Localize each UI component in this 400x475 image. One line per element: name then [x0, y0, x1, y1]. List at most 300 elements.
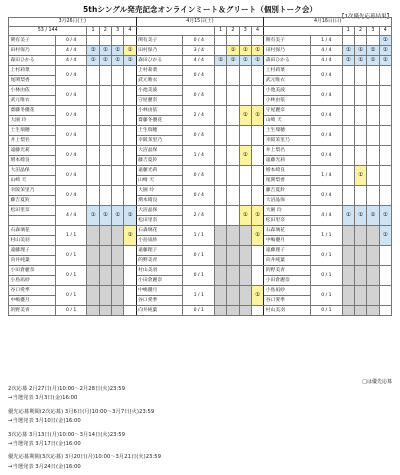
member-name: 大沼晶保 — [9, 166, 56, 176]
member-name: 中嶋優月 — [9, 296, 56, 306]
part-cell: ① — [379, 46, 392, 56]
part-cell — [111, 306, 123, 316]
part-cell: ① — [87, 206, 99, 226]
part-cell — [251, 86, 263, 106]
part-cell — [367, 266, 379, 286]
part-cell — [87, 266, 99, 286]
part-cell — [215, 86, 227, 106]
member-name: 齋藤冬優花 — [9, 106, 56, 116]
part-cell — [87, 86, 99, 106]
part-cell — [111, 186, 123, 206]
part-cell — [251, 246, 263, 266]
member-name: 守屋麗奈 — [136, 96, 183, 106]
slot-count: 0 / 4 — [183, 86, 215, 106]
part-cell — [215, 266, 227, 286]
part-cell — [379, 186, 392, 206]
part-cell: ① — [124, 46, 136, 56]
slot-count: 1 / 1 — [311, 226, 343, 246]
member-name: 土生瑞穂 — [264, 126, 311, 136]
member-row — [9, 46, 392, 56]
slot-count: 3 / 4 — [183, 46, 215, 56]
part-cell — [239, 306, 251, 316]
part-cell — [111, 246, 123, 266]
member-name: 小田倉麗奈 — [136, 276, 183, 286]
member-name: 小林由依 — [9, 86, 56, 96]
slot-count: 0 / 1 — [55, 306, 87, 316]
part-cell: ① — [239, 106, 251, 126]
part-cell — [239, 266, 251, 286]
slot-count: 0 / 1 — [55, 246, 87, 266]
part-cell — [354, 286, 366, 306]
slot-count: 0 / 4 — [55, 186, 87, 206]
part-cell — [111, 166, 123, 186]
part-cell — [367, 246, 379, 266]
part-cell — [215, 106, 227, 126]
part-header: 4 — [251, 27, 263, 36]
member-name: 村山美羽 — [136, 266, 183, 276]
part-cell — [99, 266, 111, 286]
member-name: 森田ひかる — [136, 56, 183, 66]
part-cell — [111, 266, 123, 286]
part-header: 3 — [111, 27, 123, 36]
slot-count: 0 / 4 — [55, 36, 87, 46]
part-cell — [87, 186, 99, 206]
member-name: 的野美青 — [264, 266, 311, 276]
member-name: 上村莉菜 — [136, 66, 183, 76]
part-header: 1 — [215, 27, 227, 36]
member-name: 幸阪茉里乃 — [264, 136, 311, 146]
slot-count: 1 / 1 — [183, 226, 215, 246]
part-cell — [227, 86, 239, 106]
part-cell — [227, 226, 239, 246]
member-name: 尾関梨香 — [9, 76, 56, 86]
part-cell — [215, 36, 227, 46]
member-name: 小林由依 — [136, 106, 183, 116]
member-name: 中嶋優月 — [264, 236, 311, 246]
member-name: 小島凪紗 — [9, 276, 56, 286]
part-cell: ① — [354, 206, 366, 226]
member-row — [9, 186, 392, 196]
part-cell: ① — [379, 226, 392, 246]
member-name: 武元唯衣 — [264, 76, 311, 86]
part-cell — [215, 146, 227, 166]
note-line: 3次応募 3月13日(月)10:00〜3月14日(火)23:59 — [8, 431, 126, 438]
slot-count: 1 / 4 — [311, 166, 343, 186]
slot-count: 0 / 4 — [311, 186, 343, 206]
part-cell — [251, 66, 263, 86]
member-name: 向井純葉 — [9, 256, 56, 266]
part-cell — [342, 66, 354, 86]
member-name: 小池美波 — [136, 86, 183, 96]
total-count: 53 / 144 — [9, 27, 87, 36]
member-name: 谷口愛季 — [136, 296, 183, 306]
member-row — [9, 226, 392, 236]
part-cell — [251, 306, 263, 316]
part-cell: ① — [99, 56, 111, 66]
part-cell — [239, 186, 251, 206]
member-name: 大園 玲 — [136, 186, 183, 196]
part-cell — [124, 286, 136, 306]
part-cell — [354, 186, 366, 206]
part-cell — [342, 266, 354, 286]
part-cell — [124, 306, 136, 316]
part-cell — [354, 246, 366, 266]
part-cell — [379, 286, 392, 306]
part-cell — [124, 246, 136, 266]
part-cell — [215, 46, 227, 56]
note-line: 2次応募 2月27日(月)10:00〜2月28日(火)23:59 — [8, 386, 126, 392]
member-name: 谷口愛季 — [9, 286, 56, 296]
part-cell: ① — [379, 36, 392, 46]
part-cell: ① — [124, 56, 136, 66]
part-cell — [251, 36, 263, 46]
note-line: →当選発表 3月10日(金)16:00 — [8, 418, 81, 425]
member-name: 大園 玲 — [9, 116, 56, 126]
part-header: 3 — [239, 27, 251, 36]
part-cell — [215, 66, 227, 86]
member-name: 遠藤理子 — [264, 246, 311, 256]
part-cell: ① — [342, 46, 354, 56]
member-name: 小田倉麗奈 — [9, 266, 56, 276]
member-name: 村山美羽 — [264, 306, 311, 316]
part-cell — [227, 146, 239, 166]
part-header: 1 — [87, 27, 99, 36]
member-name: 井上梨名 — [9, 136, 56, 146]
part-cell — [239, 246, 251, 266]
member-name: 田村保乃 — [9, 46, 56, 56]
date-header: 3月26日(土) — [9, 18, 137, 27]
part-cell — [87, 286, 99, 306]
member-name: 田村保乃 — [136, 46, 183, 56]
member-name: 大沼晶保 — [136, 146, 183, 156]
part-cell — [215, 306, 227, 316]
note-line: →当選発表 3月24日(金)16:00 — [8, 463, 81, 470]
part-cell — [111, 146, 123, 166]
part-cell — [124, 86, 136, 106]
slot-count: 0 / 4 — [55, 106, 87, 126]
slot-count: 1 / 4 — [311, 36, 343, 46]
part-cell: ① — [227, 56, 239, 66]
member-name: 土生瑞穂 — [9, 126, 56, 136]
part-cell: ① — [251, 206, 263, 226]
slot-count: 1 / 4 — [183, 146, 215, 166]
part-cell: ① — [251, 286, 263, 306]
member-name: 山崎 天 — [136, 176, 183, 186]
member-name: 松田里奈 — [264, 216, 311, 226]
slot-count: 0 / 1 — [311, 306, 343, 316]
member-name: 山崎 天 — [264, 116, 311, 126]
part-cell — [99, 106, 111, 126]
part-cell — [124, 66, 136, 86]
part-cell — [215, 166, 227, 186]
member-name: 関有美子 — [136, 36, 183, 46]
slot-count: 0 / 1 — [311, 266, 343, 286]
part-cell — [379, 106, 392, 126]
part-cell — [227, 166, 239, 186]
part-cell — [227, 306, 239, 316]
slot-count: 0 / 4 — [311, 106, 343, 126]
part-cell — [251, 166, 263, 186]
slot-count: 0 / 1 — [183, 246, 215, 266]
member-name: 大園 玲 — [264, 206, 311, 216]
slot-count: 0 / 1 — [55, 266, 87, 286]
slot-count: 0 / 1 — [55, 286, 87, 306]
part-header: 2 — [354, 27, 366, 36]
part-cell — [354, 126, 366, 146]
legend-note: □は優先応募 — [362, 379, 392, 385]
member-name: 小林由依 — [264, 96, 311, 106]
slot-count: 0 / 1 — [183, 266, 215, 286]
part-cell — [87, 306, 99, 316]
member-row — [9, 126, 392, 136]
schedule-table — [8, 17, 392, 316]
header-blank — [264, 27, 342, 36]
member-row — [9, 166, 392, 176]
slot-count: 0 / 4 — [311, 146, 343, 166]
member-row — [9, 106, 392, 116]
part-cell — [354, 66, 366, 86]
member-name: 尾関梨香 — [264, 176, 311, 186]
slot-count: 0 / 4 — [311, 126, 343, 146]
member-name: 石森璃花 — [9, 226, 56, 236]
slot-count: 0 / 1 — [183, 306, 215, 316]
member-name: 村山美羽 — [9, 236, 56, 246]
part-cell — [239, 286, 251, 306]
part-cell — [87, 226, 99, 246]
part-cell — [342, 306, 354, 316]
member-row — [9, 56, 392, 66]
member-name: 松田里奈 — [136, 216, 183, 226]
part-cell — [99, 66, 111, 86]
application-notes — [8, 385, 161, 472]
part-cell: ① — [227, 46, 239, 56]
part-cell — [215, 226, 227, 246]
slot-count: 0 / 4 — [183, 126, 215, 146]
slot-count: 1 / 1 — [183, 286, 215, 306]
part-cell — [354, 36, 366, 46]
member-row — [9, 146, 392, 156]
part-cell — [227, 66, 239, 86]
member-name: 田村保乃 — [264, 46, 311, 56]
slot-count: 2 / 4 — [183, 206, 215, 226]
slot-count: 4 / 4 — [183, 56, 215, 66]
part-cell — [87, 246, 99, 266]
part-header: 4 — [379, 27, 392, 36]
part-cell: ① — [367, 46, 379, 56]
part-cell — [215, 126, 227, 146]
part-cell: ① — [379, 56, 392, 66]
part-header: 4 — [124, 27, 136, 36]
part-cell — [215, 206, 227, 226]
part-cell — [354, 306, 366, 316]
member-name: 土生瑞穂 — [136, 126, 183, 136]
part-cell — [227, 106, 239, 126]
part-cell — [124, 126, 136, 146]
part-cell — [354, 146, 366, 166]
part-cell — [251, 186, 263, 206]
part-cell — [239, 166, 251, 186]
slot-count: 4 / 4 — [55, 206, 87, 226]
part-cell — [342, 246, 354, 266]
member-name: 齋藤冬優花 — [136, 116, 183, 126]
part-cell — [111, 126, 123, 146]
member-name: 藤吉夏鈴 — [136, 156, 183, 166]
part-cell: ① — [342, 206, 354, 226]
part-cell — [342, 186, 354, 206]
note-line: 優先応募期間(3次応募) 3月20日(月)10:00〜3月21日(火)23:59 — [8, 454, 161, 461]
part-cell — [379, 126, 392, 146]
part-cell — [379, 146, 392, 166]
member-row — [9, 66, 392, 76]
part-cell — [367, 86, 379, 106]
slot-count: 0 / 4 — [55, 146, 87, 166]
member-name: 中嶋優月 — [136, 286, 183, 296]
slot-count: 0 / 4 — [183, 186, 215, 206]
part-cell — [367, 286, 379, 306]
member-name: 武元唯衣 — [9, 96, 56, 106]
part-cell: ① — [239, 146, 251, 166]
slot-count: 2 / 4 — [183, 106, 215, 126]
part-cell — [99, 126, 111, 146]
slot-count: 4 / 4 — [311, 206, 343, 226]
part-cell — [111, 86, 123, 106]
member-name: 的野美青 — [9, 306, 56, 316]
part-cell — [367, 186, 379, 206]
part-cell: ① — [354, 166, 366, 186]
part-cell: ① — [354, 46, 366, 56]
part-cell — [367, 106, 379, 126]
part-cell: ① — [111, 46, 123, 56]
member-name: 幸阪茉里乃 — [136, 136, 183, 146]
slot-count: 1 / 1 — [55, 226, 87, 246]
slot-count: 0 / 4 — [183, 166, 215, 186]
part-cell — [87, 66, 99, 86]
part-cell: ① — [251, 46, 263, 56]
part-cell — [367, 36, 379, 46]
part-cell — [227, 126, 239, 146]
slot-count: 0 / 4 — [55, 126, 87, 146]
note-line: →当選発表 3月3日(金)16:00 — [8, 395, 78, 402]
part-cell — [215, 286, 227, 306]
member-row — [9, 246, 392, 256]
member-name: 増本綺良 — [264, 166, 311, 176]
part-cell — [342, 36, 354, 46]
part-cell — [124, 36, 136, 46]
part-cell — [354, 226, 366, 246]
part-cell — [87, 126, 99, 146]
slot-count: 0 / 4 — [55, 166, 87, 186]
header-blank — [136, 27, 214, 36]
part-header: 3 — [367, 27, 379, 36]
member-name: 増本綺良 — [136, 196, 183, 206]
part-cell: ① — [251, 226, 263, 246]
member-name: 向井純葉 — [136, 306, 183, 316]
part-cell: ① — [367, 206, 379, 226]
member-row — [9, 36, 392, 46]
part-cell — [215, 186, 227, 206]
member-name: 武元唯衣 — [136, 76, 183, 86]
member-name — [9, 216, 56, 226]
part-cell: ① — [87, 56, 99, 66]
result-tag: 【1次優先応募結果】 — [339, 14, 392, 20]
member-name: 小島凪紗 — [264, 286, 311, 296]
member-name: 幸阪茉里乃 — [9, 186, 56, 196]
part-cell — [124, 266, 136, 286]
part-cell — [124, 146, 136, 166]
part-cell — [367, 226, 379, 246]
member-name: 小池美波 — [264, 86, 311, 96]
date-header: 4月16日(日) — [264, 18, 392, 27]
part-cell — [227, 36, 239, 46]
member-name: 的野美青 — [136, 256, 183, 266]
member-name: 石森璃花 — [264, 226, 311, 236]
member-row — [9, 206, 392, 216]
part-cell — [99, 286, 111, 306]
part-cell — [99, 36, 111, 46]
part-cell — [227, 206, 239, 226]
part-cell: ① — [87, 46, 99, 56]
part-cell — [367, 146, 379, 166]
part-cell — [99, 166, 111, 186]
part-cell — [379, 166, 392, 186]
member-name: 大沼晶保 — [136, 206, 183, 216]
member-row — [9, 266, 392, 276]
part-cell — [367, 166, 379, 186]
part-cell — [251, 146, 263, 166]
part-cell — [239, 126, 251, 146]
part-cell — [124, 186, 136, 206]
part-cell — [239, 36, 251, 46]
member-name: 遠藤光莉 — [136, 166, 183, 176]
part-cell — [379, 246, 392, 266]
part-cell: ① — [239, 56, 251, 66]
part-cell — [342, 286, 354, 306]
part-cell — [227, 286, 239, 306]
member-row — [9, 86, 392, 96]
part-cell — [379, 66, 392, 86]
part-cell — [99, 246, 111, 266]
part-cell: ① — [367, 56, 379, 66]
part-cell — [111, 36, 123, 46]
member-name: 向井純葉 — [264, 256, 311, 266]
member-name: 山崎 天 — [9, 176, 56, 186]
part-cell: ① — [99, 206, 111, 226]
slot-count: 4 / 4 — [311, 56, 343, 66]
page-title: 5thシングル発売記念オンラインミート＆グリート（個別トーク会） — [82, 5, 318, 14]
member-name: 増本綺良 — [9, 156, 56, 166]
member-name: 石森璃花 — [136, 226, 183, 236]
part-header: 1 — [342, 27, 354, 36]
date-header: 4月15日(土) — [136, 18, 264, 27]
slot-count: 0 / 4 — [183, 66, 215, 86]
part-cell — [111, 106, 123, 126]
member-name: 遠藤光莉 — [9, 146, 56, 156]
slot-count: 0 / 4 — [183, 36, 215, 46]
slot-count: 0 / 4 — [55, 86, 87, 106]
part-cell — [379, 306, 392, 316]
member-name: 遠藤理子 — [9, 246, 56, 256]
note-line: →当選発表 3月17日(金)16:00 — [8, 441, 81, 448]
part-cell — [124, 166, 136, 186]
part-cell — [99, 306, 111, 316]
part-cell: ① — [111, 56, 123, 66]
slot-count: 4 / 4 — [311, 46, 343, 56]
slot-count: 0 / 4 — [311, 66, 343, 86]
member-name: 大沼晶保 — [264, 196, 311, 206]
part-cell — [99, 226, 111, 246]
part-cell: ① — [342, 56, 354, 66]
member-name: 森田ひかる — [9, 56, 56, 66]
